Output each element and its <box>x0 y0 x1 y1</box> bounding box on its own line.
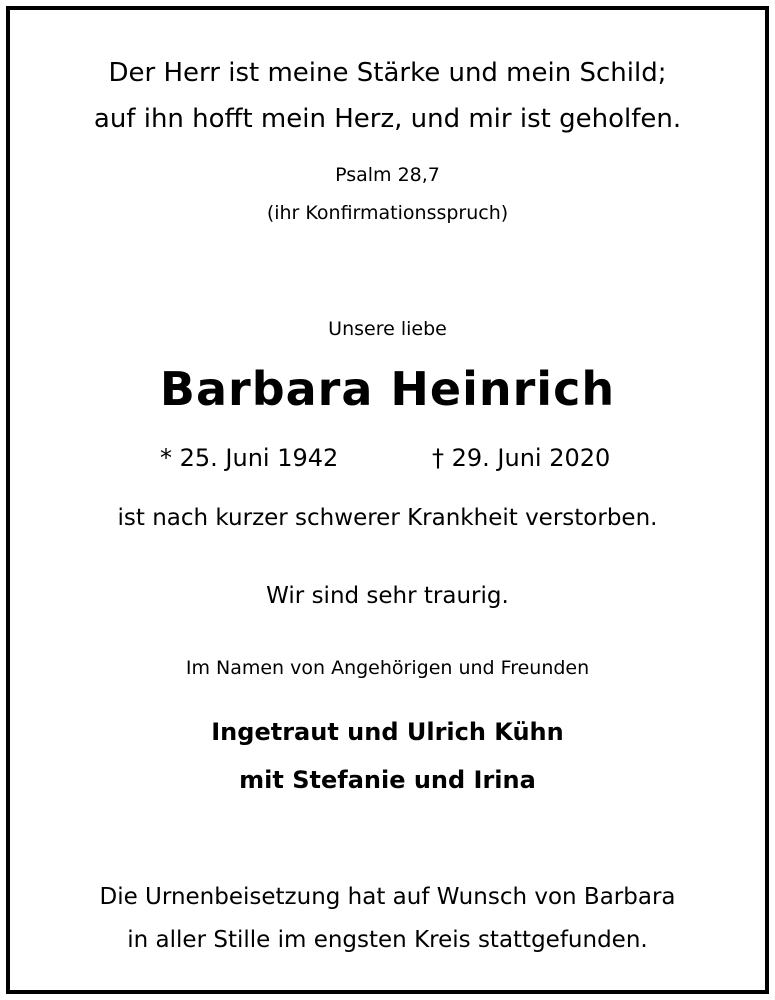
sorrow-text: Wir sind sehr traurig. <box>266 583 509 609</box>
mourners-intro: Im Namen von Angehörigen und Freunden <box>185 657 590 679</box>
deceased-name: Barbara Heinrich <box>159 362 616 416</box>
verse-line-1: Der Herr ist meine Stärke und mein Schild; <box>108 58 667 88</box>
verse-note: (ihr Konfirmationsspruch) <box>266 202 509 224</box>
death-date: † 29. Juni 2020 <box>432 444 611 472</box>
mourners-line-1: Ingetraut und Ulrich Kühn <box>211 718 564 746</box>
birth-date: * 25. Juni 1942 <box>160 444 339 472</box>
mourners-line-2: mit Stefanie und Irina <box>239 766 536 794</box>
obituary-frame <box>6 6 769 994</box>
verse-reference: Psalm 28,7 <box>335 164 440 186</box>
verse-line-2: auf ihn hofft mein Herz, und mir ist geholfen. <box>93 104 682 134</box>
intro-text: Unsere liebe <box>328 318 447 340</box>
burial-line-2: in aller Stille im engsten Kreis stattgefunden. <box>127 927 648 953</box>
death-statement: ist nach kurzer schwerer Krankheit verstorben. <box>117 505 658 531</box>
burial-line-1: Die Urnenbeisetzung hat auf Wunsch von Barbara <box>99 884 676 910</box>
